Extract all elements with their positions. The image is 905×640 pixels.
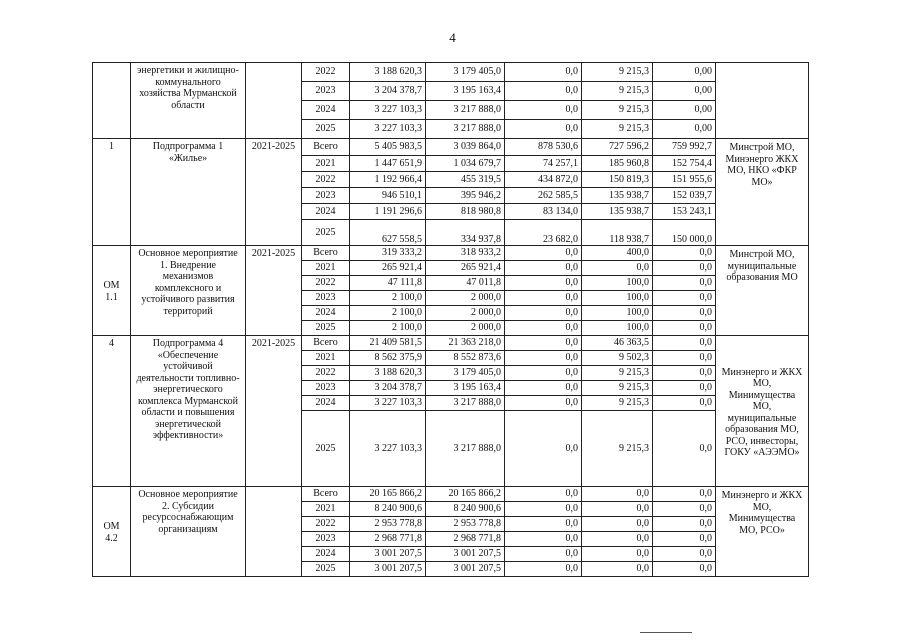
value-cell: 1 034 679,7: [426, 156, 505, 172]
total-cell: 3 001 207,5: [350, 547, 426, 562]
table-row: [93, 336, 809, 351]
year-cell: 2023: [302, 381, 350, 396]
value-cell: 0,0: [653, 502, 716, 517]
value-cell: 3 217 888,0: [426, 411, 505, 487]
value-cell: 878 530,6: [505, 139, 582, 156]
value-cell: 3 217 888,0: [426, 101, 505, 120]
value-cell: 0,0: [505, 261, 582, 276]
total-cell: 265 921,4: [350, 261, 426, 276]
value-cell: 23 682,0: [505, 220, 582, 246]
value-cell: 0,0: [653, 532, 716, 547]
total-cell: 1 192 966,4: [350, 172, 426, 188]
total-cell: 2 100,0: [350, 306, 426, 321]
year-cell: 2024: [302, 547, 350, 562]
value-cell: 9 215,3: [582, 101, 653, 120]
total-cell: 3 227 103,3: [350, 396, 426, 411]
value-cell: 759 992,7: [653, 139, 716, 156]
year-cell: 2022: [302, 366, 350, 381]
row-period-cell: [246, 487, 302, 577]
value-cell: 0,0: [653, 396, 716, 411]
total-cell: 3 204 378,7: [350, 381, 426, 396]
value-cell: 0,0: [582, 502, 653, 517]
value-cell: 0,0: [505, 101, 582, 120]
value-cell: 3 001 207,5: [426, 562, 505, 577]
row-code-cell: 1: [93, 139, 131, 246]
value-cell: 334 937,8: [426, 220, 505, 246]
value-cell: 8 240 900,6: [426, 502, 505, 517]
year-cell: 2022: [302, 63, 350, 82]
row-code-cell: 4: [93, 336, 131, 487]
year-cell: 2025: [302, 562, 350, 577]
value-cell: 100,0: [582, 321, 653, 336]
year-cell: 2025: [302, 220, 350, 246]
value-cell: 74 257,1: [505, 156, 582, 172]
value-cell: 3 195 163,4: [426, 82, 505, 101]
value-cell: 2 000,0: [426, 321, 505, 336]
value-cell: 47 011,8: [426, 276, 505, 291]
value-cell: 83 134,0: [505, 204, 582, 220]
value-cell: 0,0: [505, 547, 582, 562]
value-cell: 727 596,2: [582, 139, 653, 156]
executors-cell: Минстрой МО, муниципальные образования МО: [716, 246, 809, 336]
row-code-cell: ОМ 1.1: [93, 246, 131, 336]
value-cell: 2 953 778,8: [426, 517, 505, 532]
value-cell: 0,0: [582, 532, 653, 547]
total-cell: 47 111,8: [350, 276, 426, 291]
value-cell: 3 195 163,4: [426, 381, 505, 396]
value-cell: 262 585,5: [505, 188, 582, 204]
program-funding-table: [92, 62, 809, 577]
year-cell: Всего: [302, 246, 350, 261]
value-cell: 153 243,1: [653, 204, 716, 220]
footer-mark: [640, 632, 692, 633]
value-cell: 152 754,4: [653, 156, 716, 172]
value-cell: 0,0: [582, 261, 653, 276]
row-name-cell: энергетики и жилищно-коммунального хозяйства Мурманской области: [131, 63, 246, 139]
year-cell: 2024: [302, 101, 350, 120]
value-cell: 0,0: [582, 547, 653, 562]
value-cell: 0,0: [505, 562, 582, 577]
year-cell: Всего: [302, 487, 350, 502]
value-cell: 0,0: [505, 396, 582, 411]
year-cell: 2025: [302, 411, 350, 487]
row-name-cell: Подпрограмма 4 «Обеспечение устойчивой деятельности топливно-энергетического комплекса Мурманской области и повышения энергетической эффективности»: [131, 336, 246, 487]
value-cell: 135 938,7: [582, 188, 653, 204]
value-cell: 0,0: [505, 366, 582, 381]
value-cell: 0,0: [505, 82, 582, 101]
value-cell: 455 319,5: [426, 172, 505, 188]
executors-cell: Минстрой МО, Минэнерго ЖКХ МО, НКО «ФКР МО»: [716, 139, 809, 246]
year-cell: 2024: [302, 306, 350, 321]
value-cell: 9 215,3: [582, 366, 653, 381]
value-cell: 20 165 866,2: [426, 487, 505, 502]
page-number: 4: [449, 30, 456, 45]
row-name-cell: Основное мероприятие 2. Субсидии ресурсоснабжающим организациям: [131, 487, 246, 577]
value-cell: 0,00: [653, 82, 716, 101]
value-cell: 9 215,3: [582, 396, 653, 411]
value-cell: 0,0: [653, 517, 716, 532]
value-cell: 0,0: [505, 502, 582, 517]
row-period-cell: [246, 63, 302, 139]
value-cell: 3 001 207,5: [426, 547, 505, 562]
value-cell: 3 039 864,0: [426, 139, 505, 156]
value-cell: 46 363,5: [582, 336, 653, 351]
value-cell: 0,0: [505, 517, 582, 532]
year-cell: 2021: [302, 351, 350, 366]
value-cell: 0,0: [505, 63, 582, 82]
table-row: [93, 487, 809, 502]
value-cell: 434 872,0: [505, 172, 582, 188]
total-cell: 3 227 103,3: [350, 411, 426, 487]
value-cell: 0,0: [653, 261, 716, 276]
value-cell: 150 819,3: [582, 172, 653, 188]
total-cell: 8 240 900,6: [350, 502, 426, 517]
value-cell: 0,0: [505, 487, 582, 502]
value-cell: 318 933,2: [426, 246, 505, 261]
value-cell: 0,0: [505, 306, 582, 321]
value-cell: 100,0: [582, 306, 653, 321]
executors-cell: Минэнерго и ЖКХ МО, Минимущества МО, муниципальные образования МО, РСО, инвесторы, ГОКУ «АЭЭМО»: [716, 336, 809, 487]
year-cell: 2022: [302, 276, 350, 291]
value-cell: 400,0: [582, 246, 653, 261]
value-cell: 395 946,2: [426, 188, 505, 204]
year-cell: 2021: [302, 502, 350, 517]
total-cell: 3 204 378,7: [350, 82, 426, 101]
value-cell: 0,00: [653, 101, 716, 120]
total-cell: 2 100,0: [350, 291, 426, 306]
value-cell: 0,0: [653, 336, 716, 351]
value-cell: 2 000,0: [426, 291, 505, 306]
value-cell: 0,0: [505, 411, 582, 487]
executors-cell: [716, 63, 809, 139]
total-cell: 21 409 581,5: [350, 336, 426, 351]
value-cell: 135 938,7: [582, 204, 653, 220]
value-cell: 0,0: [653, 547, 716, 562]
row-code-cell: ОМ 4.2: [93, 487, 131, 577]
value-cell: 9 215,3: [582, 120, 653, 139]
total-cell: 20 165 866,2: [350, 487, 426, 502]
value-cell: 818 980,8: [426, 204, 505, 220]
row-period-cell: 2021-2025: [246, 139, 302, 246]
value-cell: 0,0: [582, 517, 653, 532]
value-cell: 0,0: [505, 336, 582, 351]
value-cell: 21 363 218,0: [426, 336, 505, 351]
value-cell: 0,0: [582, 562, 653, 577]
value-cell: 9 215,3: [582, 63, 653, 82]
value-cell: 152 039,7: [653, 188, 716, 204]
year-cell: 2022: [302, 172, 350, 188]
value-cell: 150 000,0: [653, 220, 716, 246]
total-cell: 3 227 103,3: [350, 120, 426, 139]
value-cell: 0,0: [505, 351, 582, 366]
row-name-cell: Основное мероприятие 1. Внедрение механизмов комплексного и устойчивого развития территорий: [131, 246, 246, 336]
value-cell: 0,0: [653, 321, 716, 336]
row-period-cell: 2021-2025: [246, 336, 302, 487]
value-cell: 2 968 771,8: [426, 532, 505, 547]
value-cell: 0,0: [505, 291, 582, 306]
total-cell: 2 100,0: [350, 321, 426, 336]
total-cell: 1 447 651,9: [350, 156, 426, 172]
year-cell: 2025: [302, 120, 350, 139]
executors-cell: Минэнерго и ЖКХ МО, Минимущества МО, РСО»: [716, 487, 809, 577]
row-code-cell: [93, 63, 131, 139]
value-cell: 0,0: [653, 562, 716, 577]
value-cell: 0,0: [653, 411, 716, 487]
value-cell: 0,0: [505, 321, 582, 336]
value-cell: 0,0: [505, 120, 582, 139]
total-cell: 3 227 103,3: [350, 101, 426, 120]
value-cell: 118 938,7: [582, 220, 653, 246]
year-cell: 2025: [302, 321, 350, 336]
total-cell: 627 558,5: [350, 220, 426, 246]
total-cell: 8 562 375,9: [350, 351, 426, 366]
total-cell: 1 191 296,6: [350, 204, 426, 220]
year-cell: 2021: [302, 261, 350, 276]
value-cell: 3 179 405,0: [426, 63, 505, 82]
year-cell: 2021: [302, 156, 350, 172]
year-cell: Всего: [302, 139, 350, 156]
year-cell: 2023: [302, 291, 350, 306]
total-cell: 5 405 983,5: [350, 139, 426, 156]
value-cell: 0,00: [653, 120, 716, 139]
year-cell: 2024: [302, 396, 350, 411]
value-cell: 0,0: [653, 381, 716, 396]
value-cell: 9 502,3: [582, 351, 653, 366]
value-cell: 3 217 888,0: [426, 396, 505, 411]
value-cell: 0,0: [653, 366, 716, 381]
value-cell: 0,0: [505, 532, 582, 547]
value-cell: 0,0: [653, 487, 716, 502]
value-cell: 265 921,4: [426, 261, 505, 276]
value-cell: 0,0: [653, 276, 716, 291]
value-cell: 0,0: [505, 246, 582, 261]
total-cell: 319 333,2: [350, 246, 426, 261]
year-cell: 2023: [302, 188, 350, 204]
value-cell: 3 179 405,0: [426, 366, 505, 381]
year-cell: 2023: [302, 532, 350, 547]
year-cell: 2022: [302, 517, 350, 532]
year-cell: Всего: [302, 336, 350, 351]
total-cell: 3 188 620,3: [350, 366, 426, 381]
value-cell: 151 955,6: [653, 172, 716, 188]
value-cell: 8 552 873,6: [426, 351, 505, 366]
value-cell: 9 215,3: [582, 82, 653, 101]
value-cell: 100,0: [582, 276, 653, 291]
total-cell: 2 968 771,8: [350, 532, 426, 547]
value-cell: 0,0: [582, 487, 653, 502]
value-cell: 185 960,8: [582, 156, 653, 172]
value-cell: 0,0: [653, 291, 716, 306]
total-cell: 946 510,1: [350, 188, 426, 204]
value-cell: 3 217 888,0: [426, 120, 505, 139]
value-cell: 0,0: [653, 351, 716, 366]
value-cell: 9 215,3: [582, 381, 653, 396]
value-cell: 0,0: [505, 276, 582, 291]
value-cell: 2 000,0: [426, 306, 505, 321]
table-row: [93, 246, 809, 261]
row-period-cell: 2021-2025: [246, 246, 302, 336]
value-cell: 9 215,3: [582, 411, 653, 487]
total-cell: 2 953 778,8: [350, 517, 426, 532]
total-cell: 3 188 620,3: [350, 63, 426, 82]
total-cell: 3 001 207,5: [350, 562, 426, 577]
year-cell: 2023: [302, 82, 350, 101]
value-cell: 0,00: [653, 63, 716, 82]
table-row: [93, 63, 809, 82]
year-cell: 2024: [302, 204, 350, 220]
value-cell: 0,0: [653, 306, 716, 321]
value-cell: 0,0: [653, 246, 716, 261]
value-cell: 0,0: [505, 381, 582, 396]
value-cell: 100,0: [582, 291, 653, 306]
row-name-cell: Подпрограмма 1 «Жилье»: [131, 139, 246, 246]
table-row: [93, 139, 809, 156]
